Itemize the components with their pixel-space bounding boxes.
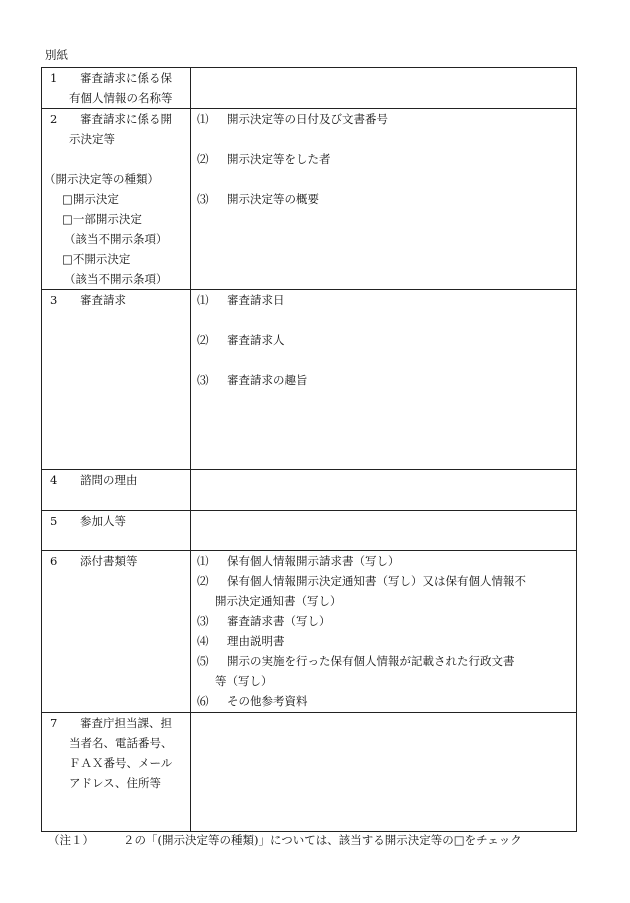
row-6-label-cell <box>42 551 191 713</box>
item-number: ⑴ <box>197 554 209 568</box>
row-4-number: 4 <box>50 473 58 487</box>
item-text: 審査請求の趣旨 <box>227 373 308 387</box>
item-text: 保有個人情報開示請求書（写し） <box>227 554 400 568</box>
list-item <box>197 651 576 671</box>
decision-types-heading: （開示決定等の種類） <box>44 172 159 186</box>
row-1-label-line: 審査請求に係る保 <box>80 71 172 85</box>
row-1-label-cell <box>42 68 191 109</box>
item-number: ⑹ <box>197 694 209 708</box>
row-2-number: 2 <box>50 112 58 126</box>
page-label: 別紙 <box>45 48 68 62</box>
checkbox[interactable]: □ <box>62 252 73 266</box>
item-number: ⑷ <box>197 634 209 648</box>
row-1-label-line: 有個人情報の名称等 <box>69 91 173 105</box>
item-text-continuation: 開示決定通知書（写し） <box>215 594 342 608</box>
item-text: 開示決定等をした者 <box>227 152 331 166</box>
row-1-value-cell[interactable] <box>191 68 577 109</box>
non-disclosure-clause-note: （該当不開示条項） <box>64 232 168 246</box>
list-item <box>197 330 576 350</box>
row-2 <box>42 109 577 290</box>
option-label: 一部開示決定 <box>72 212 142 226</box>
row-7-label-line: ＦＡＸ番号、メール <box>69 756 173 770</box>
item-text-continuation: 等（写し） <box>215 674 273 688</box>
row-2-label-line: 示決定等 <box>69 132 115 146</box>
row-3-label-cell <box>42 290 191 470</box>
item-text: 保有個人情報開示決定通知書（写し）又は保有個人情報不 <box>227 574 526 588</box>
row-6 <box>42 551 577 713</box>
row-7 <box>42 713 577 832</box>
option-label: 不開示決定 <box>72 252 131 266</box>
item-number: ⑵ <box>197 574 209 588</box>
item-text: 審査請求日 <box>227 293 285 307</box>
item-text: 開示の実施を行った保有個人情報が記載された行政文書 <box>227 654 515 668</box>
row-6-value-cell[interactable] <box>191 551 577 713</box>
item-text: 開示決定等の日付及び文書番号 <box>227 112 388 126</box>
list-item <box>197 109 576 129</box>
row-3 <box>42 290 577 470</box>
item-number: ⑵ <box>197 152 209 166</box>
row-6-number: 6 <box>50 554 58 568</box>
row-6-label: 添付書類等 <box>80 554 138 568</box>
row-3-label: 審査請求 <box>80 293 126 307</box>
item-text: 開示決定等の概要 <box>227 192 319 206</box>
option-label: 開示決定 <box>72 192 119 206</box>
footnote-tag: （注１） <box>48 833 94 847</box>
list-item <box>197 551 576 571</box>
submission-form-table <box>41 67 577 832</box>
row-3-number: 3 <box>50 293 58 307</box>
item-number: ⑵ <box>197 333 209 347</box>
row-4 <box>42 470 577 511</box>
row-7-label-line: アドレス、住所等 <box>69 776 161 790</box>
row-5 <box>42 511 577 551</box>
row-2-label-line: 審査請求に係る開 <box>80 112 172 126</box>
row-1 <box>42 68 577 109</box>
row-5-number: 5 <box>50 514 58 528</box>
footnote-text: ２の「(開示決定等の種類)」については、該当する開示決定等の□をチェック <box>123 833 522 847</box>
row-5-label: 参加人等 <box>80 514 126 528</box>
item-text: その他参考資料 <box>227 694 308 708</box>
footnote <box>48 832 522 848</box>
row-7-label-line: 当者名、電話番号、 <box>69 736 173 750</box>
item-number: ⑴ <box>197 293 209 307</box>
checkbox[interactable]: □ <box>62 192 73 206</box>
item-number: ⑶ <box>197 373 209 387</box>
non-disclosure-clause-note: （該当不開示条項） <box>64 272 168 286</box>
item-number: ⑶ <box>197 192 209 206</box>
row-4-value-cell[interactable] <box>191 470 577 511</box>
row-3-value-cell[interactable] <box>191 290 577 470</box>
checkbox[interactable]: □ <box>62 212 73 226</box>
item-number: ⑸ <box>197 654 209 668</box>
row-4-label: 諮問の理由 <box>80 473 138 487</box>
item-text: 審査請求書（写し） <box>227 614 331 628</box>
row-7-label-cell <box>42 713 191 832</box>
option-partial-disclosure[interactable] <box>50 209 190 229</box>
row-5-value-cell[interactable] <box>191 511 577 551</box>
row-2-value-cell[interactable] <box>191 109 577 290</box>
list-item <box>197 611 576 631</box>
item-text: 審査請求人 <box>227 333 285 347</box>
list-item <box>197 290 576 310</box>
row-7-number: 7 <box>50 716 58 730</box>
item-text: 理由説明書 <box>227 634 285 648</box>
item-number: ⑴ <box>197 112 209 126</box>
option-non-disclosure[interactable] <box>50 249 190 269</box>
row-5-label-cell <box>42 511 191 551</box>
row-1-number: 1 <box>50 71 58 85</box>
list-item <box>197 691 576 711</box>
list-item <box>197 149 576 169</box>
list-item <box>197 631 576 651</box>
row-7-value-cell[interactable] <box>191 713 577 832</box>
item-number: ⑶ <box>197 614 209 628</box>
list-item <box>197 571 576 591</box>
row-7-label-line: 審査庁担当課、担 <box>80 716 172 730</box>
row-2-label-cell <box>42 109 191 290</box>
option-disclosure[interactable] <box>50 189 190 209</box>
list-item <box>197 189 576 209</box>
row-4-label-cell <box>42 470 191 511</box>
list-item <box>197 370 576 390</box>
